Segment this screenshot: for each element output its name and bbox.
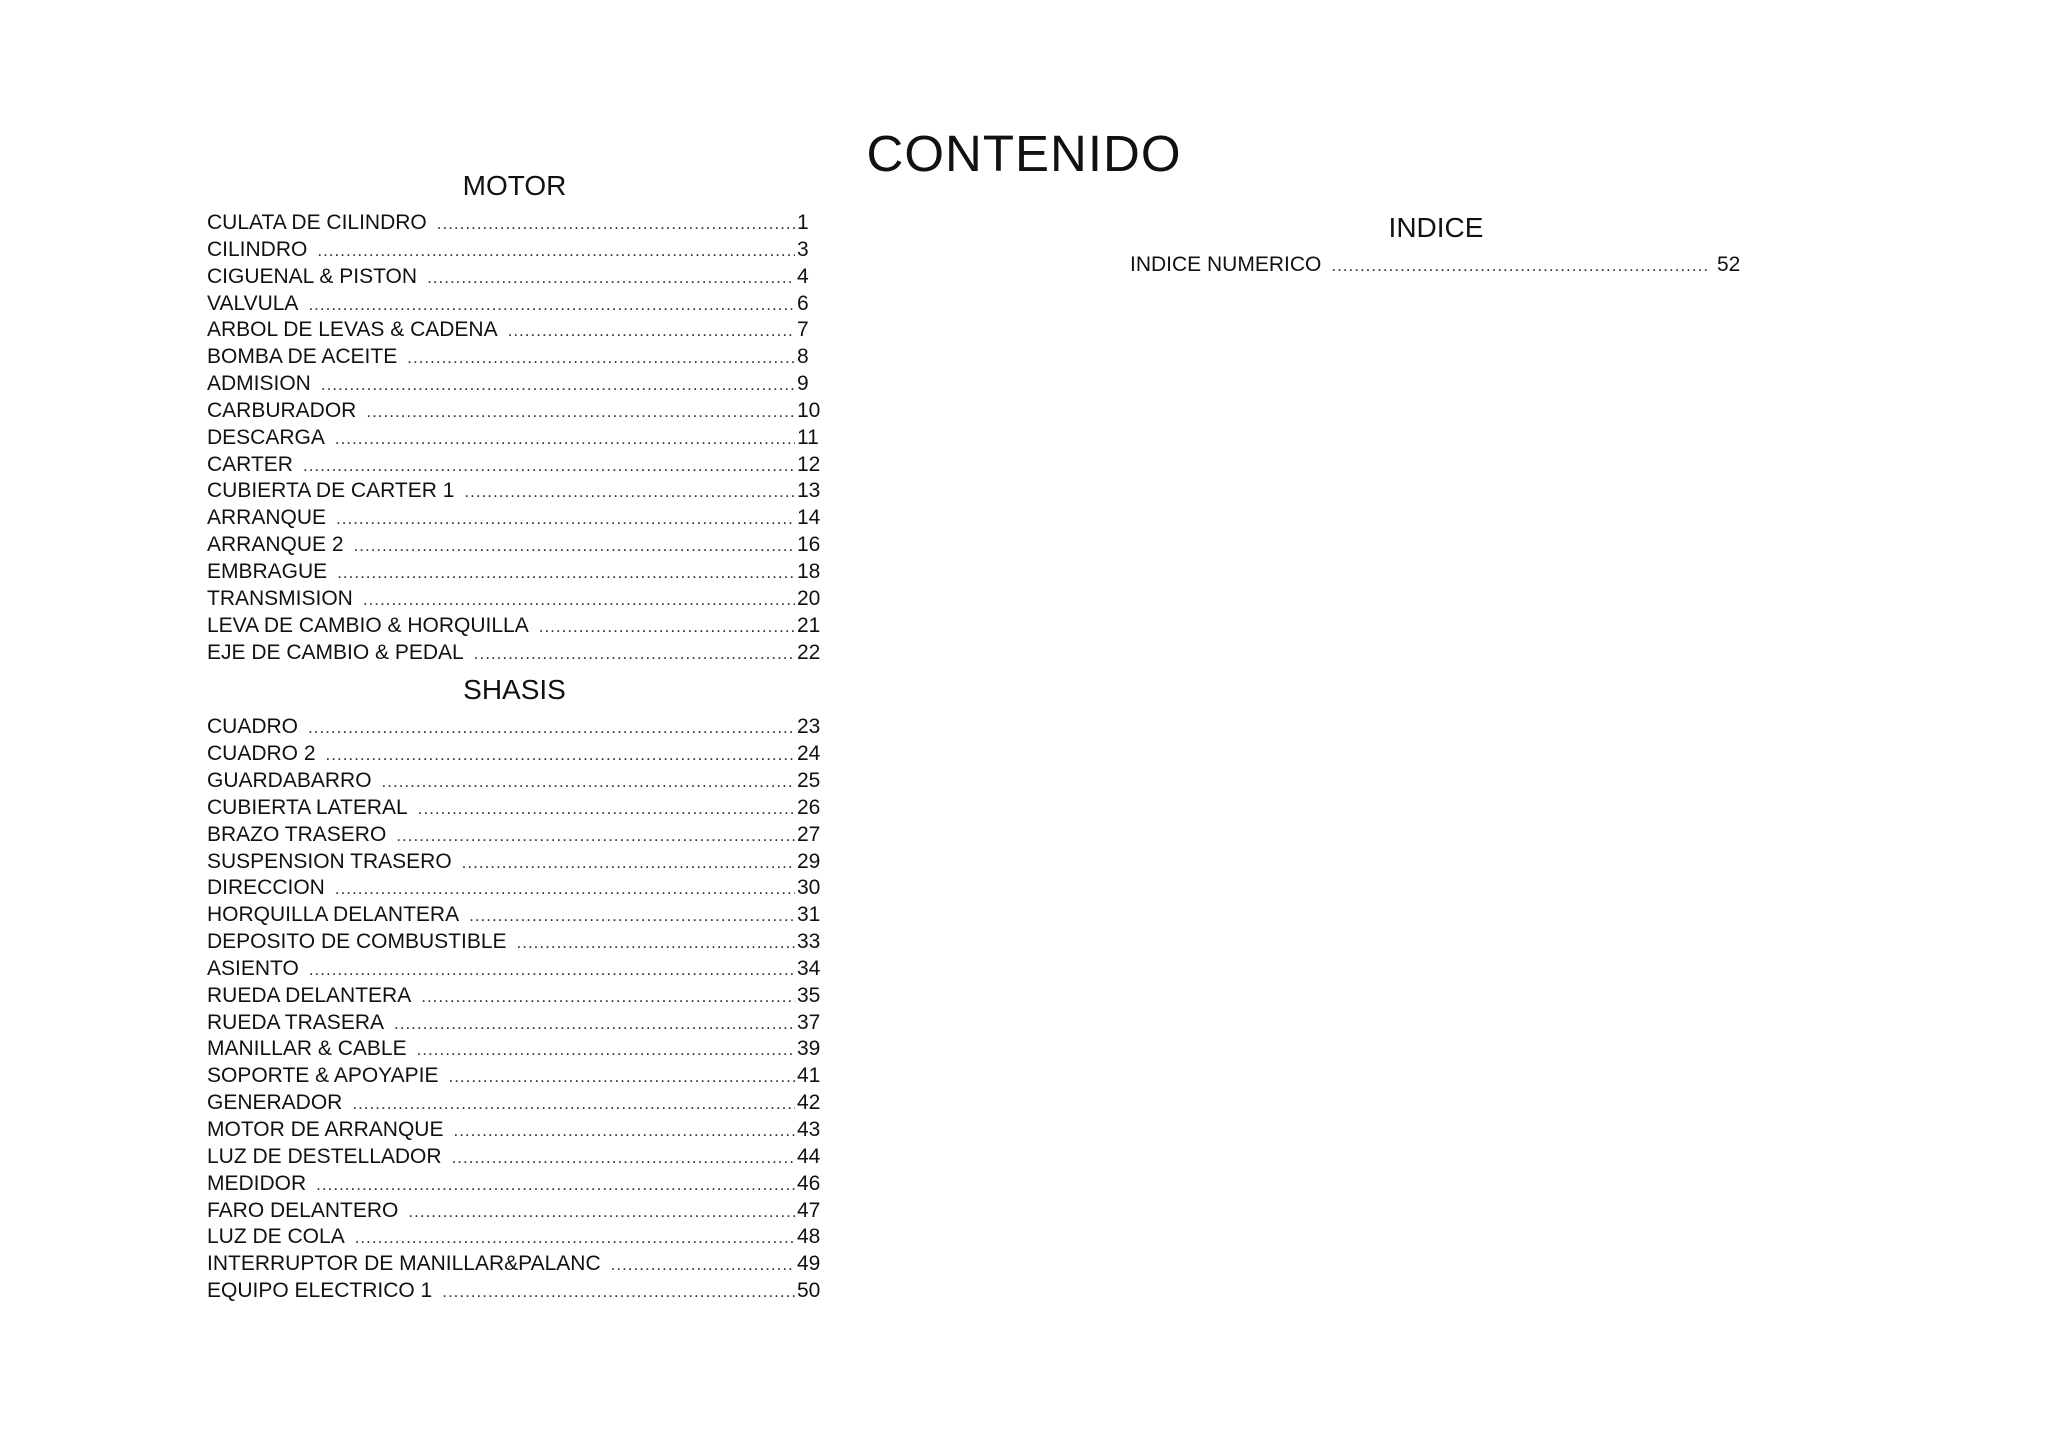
toc-entry-label: SOPORTE & APOYAPIE xyxy=(207,1064,439,1088)
toc-entry-label: MANILLAR & CABLE xyxy=(207,1037,407,1061)
toc-entry xyxy=(207,1144,822,1171)
dot-leader xyxy=(352,1091,795,1117)
toc-entry-page-number: 23 xyxy=(797,715,821,739)
toc-entry xyxy=(207,613,822,640)
section-heading-shasis: SHASIS xyxy=(463,674,566,706)
toc-entry-label: RUEDA TRASERA xyxy=(207,1010,384,1034)
toc-entry xyxy=(207,1090,822,1117)
toc-entry-label: GUARDABARRO xyxy=(207,769,372,793)
toc-entry xyxy=(207,983,822,1010)
toc-entry-label: EMBRAGUE xyxy=(207,559,328,583)
toc-entry-label: CUADRO xyxy=(207,715,299,739)
dot-leader xyxy=(611,1252,795,1278)
dot-leader xyxy=(326,742,795,768)
toc-entry xyxy=(207,640,822,667)
toc-entry-label: CARBURADOR xyxy=(207,398,357,422)
toc-entry-page-number: 21 xyxy=(797,613,821,637)
toc-entry-page-number: 9 xyxy=(797,372,809,396)
toc-entry xyxy=(207,902,822,929)
dot-leader xyxy=(421,984,795,1010)
toc-entry-label: CARTER xyxy=(207,452,293,476)
toc-entry-page-number: 24 xyxy=(797,742,821,766)
dot-leader xyxy=(335,426,795,452)
toc-entry xyxy=(207,1063,822,1090)
toc-entry xyxy=(207,237,822,264)
toc-entry-page-number: 43 xyxy=(797,1118,821,1141)
toc-entry-page-number: 10 xyxy=(797,398,821,422)
toc-entry-page-number: 29 xyxy=(797,849,821,873)
toc-entry xyxy=(207,1251,822,1278)
dot-leader xyxy=(442,1279,795,1305)
toc-entry-label: TRANSMISION xyxy=(207,586,353,610)
toc-entry-page-number: 47 xyxy=(797,1198,821,1222)
toc-entry-label: MEDIDOR xyxy=(207,1171,307,1195)
toc-entry-page-number: 20 xyxy=(797,586,821,610)
toc-entry-page-number: 14 xyxy=(797,506,821,530)
toc-entry-page-number: 26 xyxy=(797,795,821,819)
dot-leader xyxy=(321,372,795,398)
toc-entry-label: CIGUENAL & PISTON xyxy=(207,264,418,288)
toc-entry-label: LUZ DE COLA xyxy=(207,1225,345,1249)
dot-leader xyxy=(394,1011,795,1037)
dot-leader xyxy=(308,715,795,741)
toc-entry-page-number: 35 xyxy=(797,983,821,1007)
dot-leader xyxy=(453,1118,795,1144)
toc-entry-label: EJE DE CAMBIO & PEDAL xyxy=(207,640,464,664)
toc-entry-page-number: 27 xyxy=(797,822,821,846)
toc-entry xyxy=(207,478,822,505)
toc-entry xyxy=(207,741,822,768)
toc-entry-page-number: 30 xyxy=(797,876,821,900)
toc-entry xyxy=(207,210,822,237)
indice-toc-list xyxy=(1130,252,1742,279)
right-column xyxy=(1130,210,1742,279)
toc-entry-label: BRAZO TRASERO xyxy=(207,822,387,846)
toc-entry-page-number: 52 xyxy=(1717,253,1741,276)
toc-entry-label: LUZ DE DESTELLADOR xyxy=(207,1144,442,1168)
dot-leader xyxy=(317,238,795,264)
toc-entry xyxy=(207,425,822,452)
toc-entry-page-number: 33 xyxy=(797,930,821,954)
toc-entry xyxy=(207,1036,822,1063)
toc-entry xyxy=(207,398,822,425)
toc-entry xyxy=(207,559,822,586)
toc-entry xyxy=(207,1171,822,1198)
toc-entry-page-number: 13 xyxy=(797,479,821,503)
dot-leader xyxy=(382,769,795,795)
toc-entry xyxy=(207,875,822,902)
dot-leader xyxy=(437,211,795,237)
toc-entry-label: CULATA DE CILINDRO xyxy=(207,211,427,234)
toc-entry xyxy=(207,586,822,613)
dot-leader xyxy=(418,796,795,822)
toc-entry xyxy=(207,344,822,371)
toc-entry-label: DEPOSITO DE COMBUSTIBLE xyxy=(207,930,507,954)
toc-entry xyxy=(207,452,822,479)
dot-leader xyxy=(336,506,795,532)
toc-entry xyxy=(207,532,822,559)
toc-entry-page-number: 46 xyxy=(797,1171,821,1195)
toc-entry xyxy=(207,822,822,849)
toc-entry-label: ARRANQUE xyxy=(207,506,327,530)
toc-entry xyxy=(207,929,822,956)
toc-entry xyxy=(207,1278,822,1305)
toc-entry-label: DIRECCION xyxy=(207,876,325,900)
dot-leader xyxy=(308,292,795,318)
dot-leader xyxy=(337,560,795,586)
dot-leader xyxy=(427,265,795,291)
motor-toc-list xyxy=(207,210,822,666)
dot-leader xyxy=(417,1037,795,1063)
dot-leader xyxy=(316,1172,795,1198)
toc-entry-page-number: 48 xyxy=(797,1225,821,1249)
toc-entry xyxy=(207,1224,822,1251)
dot-leader xyxy=(396,823,795,849)
toc-entry-label: ADMISION xyxy=(207,372,311,396)
dot-leader xyxy=(508,318,795,344)
dot-leader xyxy=(539,614,795,640)
toc-entry xyxy=(207,1010,822,1037)
toc-entry-page-number: 42 xyxy=(797,1091,821,1115)
dot-leader xyxy=(408,1199,795,1225)
toc-entry-label: CILINDRO xyxy=(207,237,308,261)
dot-leader xyxy=(355,1225,795,1251)
toc-entry-page-number: 25 xyxy=(797,769,821,793)
toc-entry-page-number: 1 xyxy=(797,211,809,234)
dot-leader xyxy=(464,479,795,505)
dot-leader xyxy=(363,587,795,613)
toc-entry-label: SUSPENSION TRASERO xyxy=(207,849,452,873)
toc-entry-page-number: 37 xyxy=(797,1010,821,1034)
toc-entry xyxy=(207,1198,822,1225)
toc-entry-page-number: 34 xyxy=(797,956,821,980)
dot-leader xyxy=(448,1064,795,1090)
toc-entry-page-number: 39 xyxy=(797,1037,821,1061)
toc-entry-page-number: 44 xyxy=(797,1144,821,1168)
toc-entry-label: LEVA DE CAMBIO & HORQUILLA xyxy=(207,613,529,637)
toc-entry-label: HORQUILLA DELANTERA xyxy=(207,903,460,927)
toc-entry-page-number: 49 xyxy=(797,1252,821,1276)
toc-entry-page-number: 18 xyxy=(797,559,821,583)
toc-entry xyxy=(207,1117,822,1144)
dot-leader xyxy=(309,957,795,983)
toc-entry xyxy=(207,795,822,822)
section-heading-indice: INDICE xyxy=(1388,212,1484,243)
toc-entry-page-number: 12 xyxy=(797,452,821,476)
toc-entry-label: BOMBA DE ACEITE xyxy=(207,345,398,369)
dot-leader xyxy=(354,533,795,559)
toc-entry xyxy=(207,264,822,291)
toc-entry xyxy=(207,371,822,398)
toc-entry-label: ARRANQUE 2 xyxy=(207,533,344,557)
dot-leader xyxy=(335,876,795,902)
toc-entry-label: ARBOL DE LEVAS & CADENA xyxy=(207,318,498,342)
toc-entry-label: ASIENTO xyxy=(207,956,299,980)
dot-leader xyxy=(1331,253,1709,279)
dot-leader xyxy=(517,930,795,956)
dot-leader xyxy=(474,641,795,667)
toc-entry xyxy=(207,317,822,344)
toc-entry-page-number: 4 xyxy=(797,264,809,288)
toc-entry xyxy=(207,714,822,741)
toc-entry-page-number: 22 xyxy=(797,640,821,664)
toc-entry-page-number: 11 xyxy=(797,425,819,449)
dot-leader xyxy=(366,399,795,425)
toc-entry-page-number: 16 xyxy=(797,533,821,557)
toc-entry-page-number: 8 xyxy=(797,345,809,369)
toc-entry-page-number: 31 xyxy=(797,903,821,927)
shasis-toc-list xyxy=(207,714,822,1305)
dot-leader xyxy=(469,903,795,929)
toc-entry xyxy=(207,849,822,876)
toc-entry xyxy=(207,291,822,318)
toc-entry xyxy=(207,505,822,532)
toc-entry-label: GENERADOR xyxy=(207,1091,343,1115)
section-heading-motor: MOTOR xyxy=(462,170,567,201)
dot-leader xyxy=(452,1145,795,1171)
toc-entry-page-number: 41 xyxy=(797,1064,821,1088)
toc-entry-label: CUADRO 2 xyxy=(207,742,316,766)
dot-leader xyxy=(462,850,795,876)
toc-entry xyxy=(1130,252,1742,279)
toc-entry-label: DESCARGA xyxy=(207,425,325,449)
toc-entry-page-number: 7 xyxy=(797,318,809,342)
dot-leader xyxy=(407,345,795,371)
toc-entry-label: EQUIPO ELECTRICO 1 xyxy=(207,1279,433,1303)
toc-entry-label: FARO DELANTERO xyxy=(207,1198,399,1222)
toc-entry-page-number: 3 xyxy=(797,237,809,261)
toc-entry-label: RUEDA DELANTERA xyxy=(207,983,412,1007)
toc-entry-page-number: 6 xyxy=(797,291,809,315)
dot-leader xyxy=(303,453,795,479)
toc-entry-label: VALVULA xyxy=(207,291,299,315)
toc-entry-page-number: 50 xyxy=(797,1279,821,1303)
toc-entry xyxy=(207,768,822,795)
toc-entry xyxy=(207,956,822,983)
page-title: CONTENIDO xyxy=(866,125,1182,183)
toc-entry-label: CUBIERTA DE CARTER 1 xyxy=(207,479,455,503)
toc-entry-label: CUBIERTA LATERAL xyxy=(207,795,408,819)
toc-entry-label: INDICE NUMERICO xyxy=(1130,253,1322,276)
toc-entry-label: INTERRUPTOR DE MANILLAR&PALANC xyxy=(207,1252,601,1276)
left-column xyxy=(207,168,822,1305)
toc-entry-label: MOTOR DE ARRANQUE xyxy=(207,1118,444,1141)
